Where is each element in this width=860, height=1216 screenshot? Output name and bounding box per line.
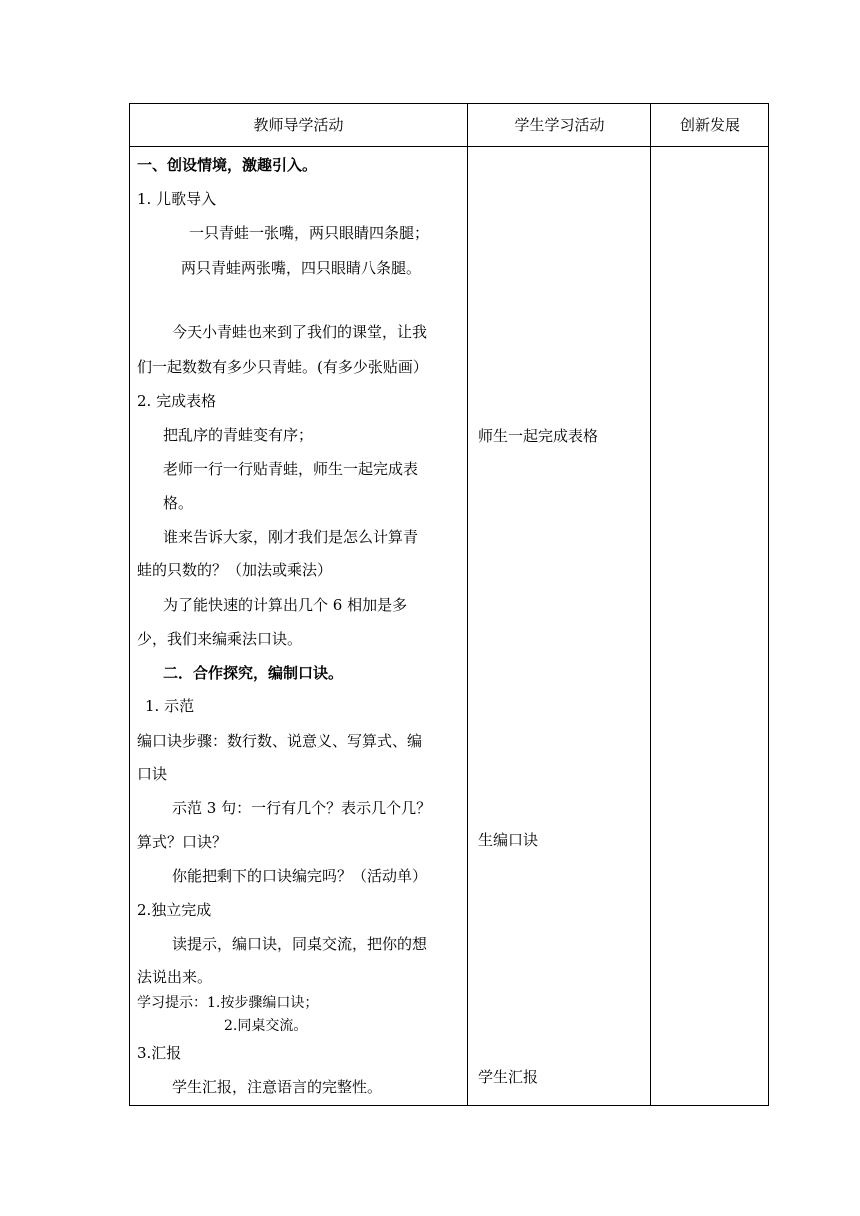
header-bottom-border — [129, 146, 769, 147]
paragraph-line: 读提示，编口诀，同桌交流，把你的想 — [172, 935, 428, 953]
table-right-border — [768, 103, 769, 1106]
paragraph-line: 们一起数数有多少只青蛙。(有多少张贴画） — [137, 358, 428, 376]
paragraph-line: 编口诀步骤：数行数、说意义、写算式、编 — [137, 732, 423, 750]
section-heading: 二．合作探究，编制口诀。 — [163, 664, 344, 682]
header-innovation: 创新发展 — [679, 116, 740, 134]
paragraph-line: 为了能快速的计算出几个 6 相加是多 — [163, 596, 408, 614]
paragraph-line: 少，我们来编乘法口诀。 — [137, 630, 303, 648]
list-item: 1. 儿歌导入 — [137, 190, 217, 208]
student-activity-text: 师生一起完成表格 — [478, 427, 599, 445]
paragraph-line: 示范 3 句：一行有几个？表示几个几？ — [172, 799, 432, 817]
column-divider-2 — [650, 103, 651, 1106]
paragraph-line: 算式？口诀？ — [137, 833, 228, 851]
paragraph-line: 老师一行一行贴青蛙，师生一起完成表 — [163, 460, 419, 478]
section-heading: 一、创设情境，激趣引入。 — [137, 156, 318, 174]
column-divider-1 — [467, 103, 468, 1106]
rhyme-line: 一只青蛙一张嘴，两只眼睛四条腿； — [189, 224, 430, 242]
list-item: 3.汇报 — [137, 1044, 182, 1062]
paragraph-line: 你能把剩下的口诀编完吗？（活动单） — [172, 867, 428, 885]
paragraph-line: 学生汇报，注意语言的完整性。 — [172, 1078, 383, 1096]
table-top-border — [129, 103, 769, 104]
paragraph-line: 法说出来。 — [137, 968, 213, 986]
rhyme-line: 两只青蛙两张嘴，四只眼睛八条腿。 — [181, 259, 422, 277]
table-left-border — [129, 103, 130, 1106]
paragraph-line: 把乱序的青蛙变有序； — [163, 426, 314, 444]
student-activity-text: 生编口诀 — [478, 831, 539, 849]
lesson-plan-table — [129, 103, 769, 1106]
list-item: 1. 示范 — [145, 697, 195, 715]
study-hint-line: 学习提示：1.按步骤编口诀； — [137, 995, 319, 1011]
list-item: 2. 完成表格 — [137, 392, 217, 410]
study-hint-line: 2.同桌交流。 — [224, 1018, 308, 1034]
student-activity-text: 学生汇报 — [478, 1068, 539, 1086]
table-bottom-border — [129, 1105, 769, 1106]
paragraph-line: 口诀 — [137, 765, 168, 783]
header-student-activity: 学生学习活动 — [514, 116, 605, 134]
paragraph-line: 今天小青蛙也来到了我们的课堂，让我 — [172, 323, 428, 341]
paragraph-line: 蛙的只数的？（加法或乘法） — [137, 561, 333, 579]
paragraph-line: 谁来告诉大家，刚才我们是怎么计算青 — [163, 528, 419, 546]
paragraph-line: 格。 — [163, 494, 194, 512]
list-item: 2.独立完成 — [137, 901, 212, 919]
header-teacher-activity: 教师导学活动 — [253, 116, 344, 134]
